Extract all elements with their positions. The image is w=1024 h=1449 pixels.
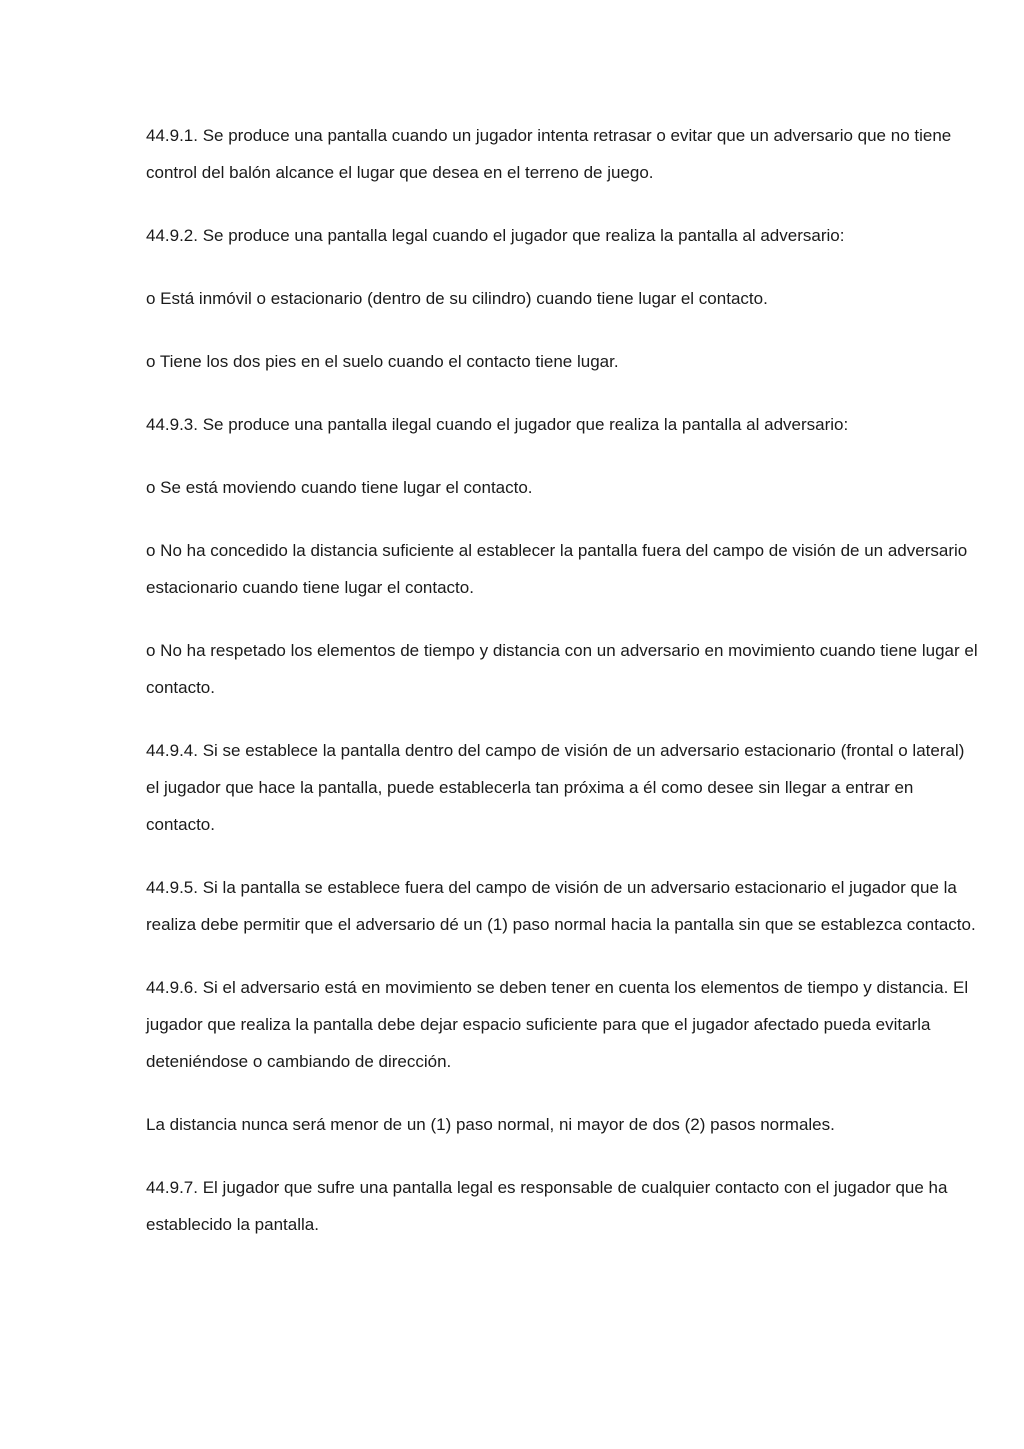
- paragraph-44-9-3: 44.9.3. Se produce una pantalla ilegal cuando el jugador que realiza la pantalla al adversario:: [146, 415, 849, 434]
- bullet-item: o Tiene los dos pies en el suelo cuando el contacto tiene lugar.: [146, 352, 619, 371]
- paragraph-distance-note: La distancia nunca será menor de un (1) paso normal, ni mayor de dos (2) pasos normales.: [146, 1115, 835, 1134]
- paragraph-44-9-2: 44.9.2. Se produce una pantalla legal cuando el jugador que realiza la pantalla al adversario:: [146, 226, 845, 245]
- paragraph-44-9-6: 44.9.6. Si el adversario está en movimiento se deben tener en cuenta los elementos de tiempo y distancia. El jugador que realiza la pantalla debe dejar espacio suficiente para que el jugador afectado pueda evitarla deteniéndose o cambiando de dirección.: [146, 978, 969, 1071]
- bullet-item: o Está inmóvil o estacionario (dentro de su cilindro) cuando tiene lugar el contacto.: [146, 289, 768, 308]
- paragraph-44-9-4: 44.9.4. Si se establece la pantalla dentro del campo de visión de un adversario estacionario (frontal o lateral) el jugador que hace la pantalla, puede establecerla tan próxima a él como desee sin llegar a entrar en contacto.: [146, 741, 965, 834]
- bullet-item: o No ha concedido la distancia suficiente al establecer la pantalla fuera del campo de visión de un adversario estacionario cuando tiene lugar el contacto.: [146, 541, 968, 597]
- paragraph-44-9-7: 44.9.7. El jugador que sufre una pantalla legal es responsable de cualquier contacto con el jugador que ha establecido la pantalla.: [146, 1178, 948, 1234]
- paragraph-44-9-1: 44.9.1. Se produce una pantalla cuando un jugador intenta retrasar o evitar que un adversario que no tiene control del balón alcance el lugar que desea en el terreno de juego.: [146, 126, 952, 182]
- document-page: [146, 117, 978, 1269]
- bullet-item: o No ha respetado los elementos de tiempo y distancia con un adversario en movimiento cuando tiene lugar el contacto.: [146, 641, 978, 697]
- paragraph-44-9-5: 44.9.5. Si la pantalla se establece fuera del campo de visión de un adversario estacionario el jugador que la realiza debe permitir que el adversario dé un (1) paso normal hacia la pantalla sin que se establezca contacto.: [146, 878, 976, 934]
- bullet-item: o Se está moviendo cuando tiene lugar el contacto.: [146, 478, 533, 497]
